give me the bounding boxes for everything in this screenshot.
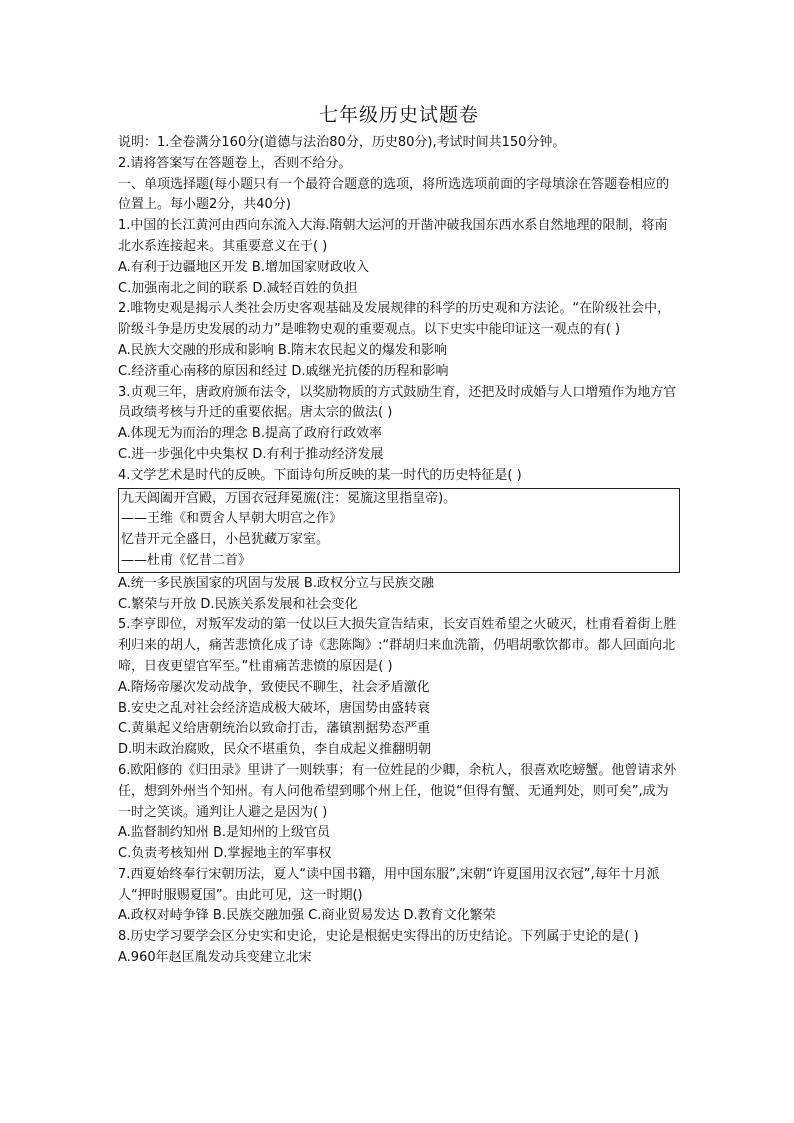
poem-line: 忆昔开元全盛日，小邑犹藏万家室。 [121, 532, 330, 548]
question-stem: 1.中国的长江黄河由西向东流入大海.隋朝大运河的开凿冲破我国东西水系自然地理的限制，将南北水系连接起来。其重要意义在于( ) [118, 218, 668, 254]
question-stem: 2.唯物史观是揭示人类社会历史客观基础及发展规律的科学的历史观和方法论。“在阶级社会中，阶级斗争是历史发展的动力”是唯物史观的重要观点。以下史实中能印证这一观点的有( ) [118, 301, 671, 338]
question-option: A.统一多民族国家的巩固与发展 B.政权分立与民族交融 [118, 575, 434, 591]
question-stem: 3.贞观三年，唐政府颁布法令，以奖励物质的方式鼓励生育，还把及时成婚与人口增殖作为地方官员政绩考核与升迁的重要依据。唐太宗的做法( ) [118, 384, 677, 421]
question-option: A.隋炀帝屡次发动战争，致使民不聊生，社会矛盾激化 [118, 679, 430, 695]
question-6 [118, 761, 680, 865]
question-1 [118, 216, 680, 299]
page-title: 七年级历史试题卷 [318, 104, 479, 126]
question-option: B.安史之乱对社会经济造成极大破坏，唐国势由盛转衰 [118, 700, 431, 716]
question-3 [118, 383, 680, 466]
question-option: C.负责考核知州 D.掌握地主的军事权 [118, 846, 332, 862]
question-option: A.政权对峙争锋 B.民族交融加强 C.商业贸易发达 D.教育文化繁荣 [118, 908, 496, 924]
poem-line: 九天阊阖开宫殿，万国衣冠拜冕旒(注：冕旒这里指皇帝)。 [121, 490, 457, 506]
question-4 [118, 466, 680, 616]
question-option: A.体现无为而治的理念 B.提高了政府行政效率 [118, 426, 382, 442]
question-5 [118, 615, 680, 761]
question-stem: 5.李亨即位，对叛军发动的第一仗以巨大损失宣告结束，长安百姓希望之火破灭，杜甫看着街上胜利归来的胡人，痛苦悲愤化成了诗《悲陈陶》:“群胡归来血洗箭，仍唱胡歌饮都市。都人回面向北啼，日夜更望官军至。”杜甫痛苦悲愤的原因是( ) [118, 617, 677, 674]
poem-source: ——王维《和贾舍人早朝大明宫之作》 [121, 511, 343, 527]
question-option: A.960年赵匡胤发动兵变建立北宋 [118, 950, 312, 966]
question-option: C.繁荣与开放 D.民族关系发展和社会变化 [118, 596, 358, 612]
question-stem: 6.欧阳修的《归田录》里讲了一则轶事；有一位姓昆的少卿，余杭人，很喜欢吃螃蟹。他曾请求外任，想到外州当个知州。有人问他希望到哪个州上任，他说“但得有蟹、无通判处，则可矣”,成为一时之笑谈。通判让人避之是因为( ) [118, 762, 677, 820]
exam-page [118, 100, 680, 969]
question-option: C.加强南北之间的联系 D.减轻百姓的负担 [118, 280, 358, 296]
question-stem: 4.文学艺术是时代的反映。下面诗句所反映的某一时代的历史特征是( ) [118, 467, 522, 483]
question-option: D.明末政治腐败，民众不堪重负，李自成起义推翻明朝 [118, 742, 432, 758]
question-option: C.进一步强化中央集权 D.有利于推动经济发展 [118, 446, 384, 462]
quote-box [118, 488, 680, 573]
poem-source: ——杜甫《忆昔二首》 [121, 552, 252, 568]
question-option: C.黄巢起义给唐朝统治以致命打击，藩镇割据势态严重 [118, 721, 431, 737]
question-option: C.经济重心南移的原因和经过 D.戚继光抗倭的历程和影响 [118, 363, 449, 379]
question-8 [118, 927, 680, 969]
question-option: A.民族大交融的形成和影响 B.隋末农民起义的爆发和影响 [118, 342, 447, 358]
question-option: A.监督制约知州 B.是知州的上级官员 [118, 825, 330, 841]
question-7 [118, 865, 680, 927]
question-2 [118, 299, 680, 382]
question-option: A.有利于边疆地区开发 B.增加国家财政收入 [118, 259, 369, 275]
instructions-line: 说明：1.全卷满分160分(道德与法治80分，历史80分),考试时间共150分钟。 [118, 135, 566, 150]
section-heading: 一、单项选择题(每小题只有一个最符合题意的选项，将所选选项前面的字母填涂在答题卷相应的位置上。每小题2分，共40分) [118, 176, 670, 213]
question-stem: 7.西夏始终奉行宋朝历法，夏人“读中国书籍，用中国东服”,宋朝“许夏国用汉衣冠”,每年十月派人“押时服赐夏国”。由此可见，这一时期() [118, 866, 660, 903]
instructions-line: 2.请将答案写在答题卷上，否则不给分。 [118, 155, 352, 171]
question-stem: 8.历史学习要学会区分史实和史论，史论是根据史实得出的历史结论。下列属于史论的是( ) [118, 929, 639, 945]
